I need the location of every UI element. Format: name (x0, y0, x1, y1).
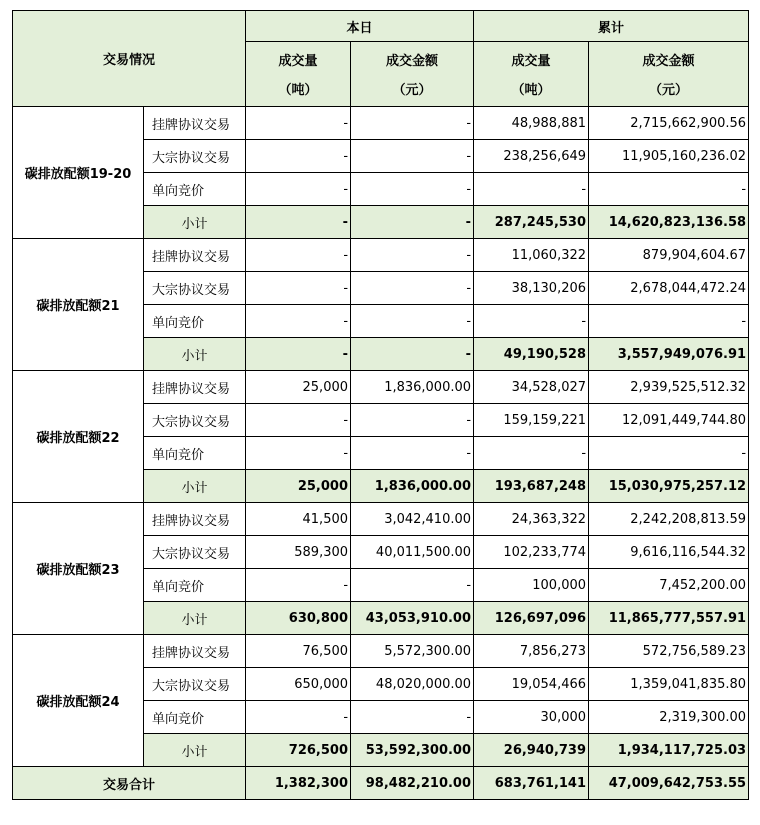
today-volume: 650,000 (246, 668, 351, 701)
subtotal-label: 小计 (144, 734, 246, 767)
total-row (13, 767, 749, 800)
trade-type: 单向竞价 (144, 173, 246, 206)
header-volume-label: 成交量 (511, 54, 551, 69)
today-volume: 589,300 (246, 536, 351, 569)
header-amount-label: 成交金额 (642, 54, 695, 69)
trade-type: 单向竞价 (144, 569, 246, 602)
header-cum-volume (474, 42, 589, 107)
total-cum-amount: 47,009,642,753.55 (589, 767, 749, 800)
today-volume: - (246, 107, 351, 140)
subtotal-cum-amount: 15,030,975,257.12 (589, 470, 749, 503)
group-name: 碳排放配额22 (13, 371, 144, 503)
subtotal-today-amount: - (351, 206, 474, 239)
cum-amount: 1,359,041,835.80 (589, 668, 749, 701)
today-volume: - (246, 173, 351, 206)
subtotal-today-amount: 53,592,300.00 (351, 734, 474, 767)
group-name: 碳排放配额23 (13, 503, 144, 635)
trade-type: 挂牌协议交易 (144, 239, 246, 272)
header-unit-ton: （吨） (278, 83, 318, 98)
header-today-volume (246, 42, 351, 107)
table-wrapper (12, 10, 749, 800)
today-volume: - (246, 272, 351, 305)
subtotal-cum-amount: 11,865,777,557.91 (589, 602, 749, 635)
group-name: 碳排放配额24 (13, 635, 144, 767)
trade-type: 挂牌协议交易 (144, 503, 246, 536)
cum-amount: 2,715,662,900.56 (589, 107, 749, 140)
table-body (13, 11, 749, 800)
trade-type: 大宗协议交易 (144, 140, 246, 173)
today-amount: 5,572,300.00 (351, 635, 474, 668)
subtotal-label: 小计 (144, 470, 246, 503)
today-volume: - (246, 569, 351, 602)
cum-amount: 2,319,300.00 (589, 701, 749, 734)
today-amount: 3,042,410.00 (351, 503, 474, 536)
header-trade-info: 交易情况 (13, 11, 246, 107)
total-cum-volume: 683,761,141 (474, 767, 589, 800)
today-amount: 40,011,500.00 (351, 536, 474, 569)
today-amount: - (351, 569, 474, 602)
subtotal-cum-volume: 193,687,248 (474, 470, 589, 503)
cum-amount: - (589, 305, 749, 338)
header-today-amount (351, 42, 474, 107)
cum-amount: 11,905,160,236.02 (589, 140, 749, 173)
trade-type: 挂牌协议交易 (144, 371, 246, 404)
total-today-amount: 98,482,210.00 (351, 767, 474, 800)
header-unit-yuan: （元） (649, 83, 689, 98)
table-row (13, 635, 749, 668)
today-amount: - (351, 404, 474, 437)
subtotal-today-amount: - (351, 338, 474, 371)
trade-type: 大宗协议交易 (144, 404, 246, 437)
header-today: 本日 (246, 11, 474, 42)
subtotal-label: 小计 (144, 338, 246, 371)
cum-amount: - (589, 173, 749, 206)
trade-type: 挂牌协议交易 (144, 107, 246, 140)
trade-type: 挂牌协议交易 (144, 635, 246, 668)
carbon-trading-table (12, 10, 749, 800)
header-row-top (13, 11, 749, 42)
cum-amount: 9,616,116,544.32 (589, 536, 749, 569)
group-name: 碳排放配额21 (13, 239, 144, 371)
cum-volume: 24,363,322 (474, 503, 589, 536)
today-volume: - (246, 140, 351, 173)
header-unit-yuan: （元） (392, 83, 432, 98)
total-today-volume: 1,382,300 (246, 767, 351, 800)
cum-volume: 238,256,649 (474, 140, 589, 173)
cum-amount: - (589, 437, 749, 470)
cum-amount: 2,678,044,472.24 (589, 272, 749, 305)
subtotal-today-volume: 726,500 (246, 734, 351, 767)
subtotal-today-amount: 1,836,000.00 (351, 470, 474, 503)
today-volume: - (246, 701, 351, 734)
subtotal-cum-volume: 26,940,739 (474, 734, 589, 767)
cum-amount: 2,939,525,512.32 (589, 371, 749, 404)
today-amount: - (351, 305, 474, 338)
subtotal-today-amount: 43,053,910.00 (351, 602, 474, 635)
cum-amount: 2,242,208,813.59 (589, 503, 749, 536)
cum-amount: 7,452,200.00 (589, 569, 749, 602)
header-volume-label: 成交量 (278, 54, 318, 69)
today-volume: - (246, 437, 351, 470)
subtotal-cum-amount: 3,557,949,076.91 (589, 338, 749, 371)
today-volume: - (246, 239, 351, 272)
subtotal-cum-volume: 126,697,096 (474, 602, 589, 635)
table-row (13, 239, 749, 272)
subtotal-label: 小计 (144, 206, 246, 239)
subtotal-today-volume: - (246, 338, 351, 371)
today-volume: 41,500 (246, 503, 351, 536)
subtotal-cum-amount: 14,620,823,136.58 (589, 206, 749, 239)
trade-type: 大宗协议交易 (144, 272, 246, 305)
cum-volume: 34,528,027 (474, 371, 589, 404)
subtotal-today-volume: - (246, 206, 351, 239)
cum-volume: - (474, 305, 589, 338)
cum-volume: 38,130,206 (474, 272, 589, 305)
subtotal-today-volume: 25,000 (246, 470, 351, 503)
cum-volume: 30,000 (474, 701, 589, 734)
trade-type: 单向竞价 (144, 437, 246, 470)
cum-volume: 48,988,881 (474, 107, 589, 140)
cum-volume: 7,856,273 (474, 635, 589, 668)
today-volume: 76,500 (246, 635, 351, 668)
trade-type: 大宗协议交易 (144, 536, 246, 569)
today-amount: 48,020,000.00 (351, 668, 474, 701)
table-row (13, 371, 749, 404)
total-label: 交易合计 (13, 767, 246, 800)
today-amount: - (351, 437, 474, 470)
today-amount: - (351, 140, 474, 173)
today-amount: - (351, 107, 474, 140)
today-amount: - (351, 173, 474, 206)
subtotal-label: 小计 (144, 602, 246, 635)
cum-amount: 879,904,604.67 (589, 239, 749, 272)
cum-volume: - (474, 173, 589, 206)
header-unit-ton: （吨） (511, 83, 551, 98)
trade-type: 单向竞价 (144, 701, 246, 734)
cum-volume: 159,159,221 (474, 404, 589, 437)
trade-type: 大宗协议交易 (144, 668, 246, 701)
today-volume: 25,000 (246, 371, 351, 404)
table-row (13, 107, 749, 140)
today-volume: - (246, 305, 351, 338)
cum-volume: 19,054,466 (474, 668, 589, 701)
today-amount: - (351, 239, 474, 272)
table-row (13, 503, 749, 536)
group-name: 碳排放配额19-20 (13, 107, 144, 239)
cum-volume: 100,000 (474, 569, 589, 602)
today-amount: - (351, 701, 474, 734)
subtotal-cum-volume: 287,245,530 (474, 206, 589, 239)
cum-volume: - (474, 437, 589, 470)
subtotal-cum-volume: 49,190,528 (474, 338, 589, 371)
today-amount: - (351, 272, 474, 305)
subtotal-cum-amount: 1,934,117,725.03 (589, 734, 749, 767)
header-cum-amount (589, 42, 749, 107)
trade-type: 单向竞价 (144, 305, 246, 338)
cum-amount: 572,756,589.23 (589, 635, 749, 668)
header-amount-label: 成交金额 (386, 54, 439, 69)
subtotal-today-volume: 630,800 (246, 602, 351, 635)
today-volume: - (246, 404, 351, 437)
cum-amount: 12,091,449,744.80 (589, 404, 749, 437)
header-cumulative: 累计 (474, 11, 749, 42)
today-amount: 1,836,000.00 (351, 371, 474, 404)
cum-volume: 102,233,774 (474, 536, 589, 569)
cum-volume: 11,060,322 (474, 239, 589, 272)
